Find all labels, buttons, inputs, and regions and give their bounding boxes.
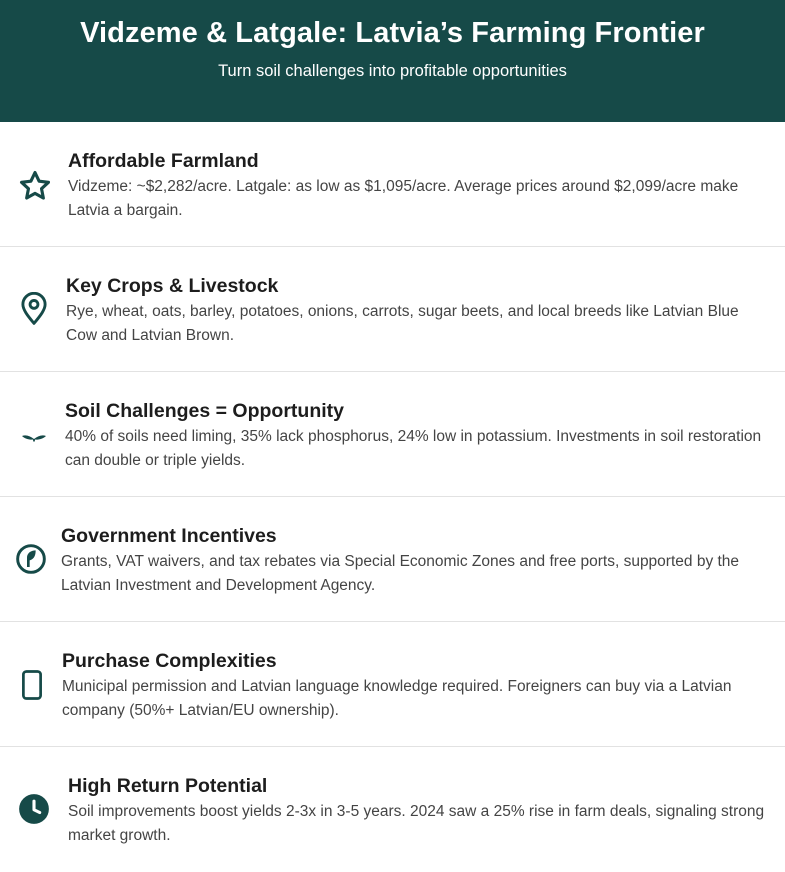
feature-title: High Return Potential bbox=[68, 775, 268, 797]
page-title: Vidzeme & Latgale: Latvia’s Farming Frontier bbox=[80, 17, 705, 49]
leaf-badge-icon bbox=[14, 542, 48, 576]
feature-title: Key Crops & Livestock bbox=[66, 275, 279, 297]
feature-title: Soil Challenges = Opportunity bbox=[65, 400, 344, 422]
page-subtitle: Turn soil challenges into profitable opportunities bbox=[218, 62, 567, 80]
feature-description: Municipal permission and Latvian language knowledge required. Foreigners can buy via a Latvian company (50%+ Latvian/EU ownership). bbox=[62, 678, 732, 719]
page-header bbox=[0, 0, 785, 122]
feature-item-purchase-complexities bbox=[0, 622, 785, 747]
feature-item-government-incentives bbox=[0, 497, 785, 622]
feature-description: Soil improvements boost yields 2-3x in 3-5 years. 2024 saw a 25% rise in farm deals, signaling strong market growth. bbox=[68, 803, 765, 844]
feature-description: Grants, VAT waivers, and tax rebates via Special Economic Zones and free ports, supported by the Latvian Investment and Development Agency. bbox=[61, 553, 740, 594]
feature-item-high-return bbox=[0, 747, 785, 872]
feature-description: Rye, wheat, oats, barley, potatoes, onions, carrots, sugar beets, and local breeds like Latvian Blue Cow and Latvian Brown. bbox=[66, 303, 739, 344]
feature-description: Vidzeme: ~$2,282/acre. Latgale: as low as $1,095/acre. Average prices around $2,099/acre make Latvia a bargain. bbox=[68, 178, 739, 219]
feature-item-soil-challenges bbox=[0, 372, 785, 497]
map-pin-icon bbox=[17, 292, 51, 326]
feature-title: Purchase Complexities bbox=[62, 650, 277, 672]
tablet-icon bbox=[15, 668, 49, 702]
star-icon bbox=[18, 169, 52, 203]
feature-item-key-crops bbox=[0, 247, 785, 372]
feature-item-affordable-farmland bbox=[0, 122, 785, 247]
feature-title: Affordable Farmland bbox=[68, 150, 259, 172]
feature-description: 40% of soils need liming, 35% lack phosphorus, 24% low in potassium. Investments in soil restoration can double or triple yields. bbox=[65, 428, 762, 469]
feature-list bbox=[0, 122, 785, 872]
seedling-icon bbox=[17, 421, 51, 455]
clock-icon bbox=[17, 792, 51, 826]
feature-title: Government Incentives bbox=[61, 525, 277, 547]
